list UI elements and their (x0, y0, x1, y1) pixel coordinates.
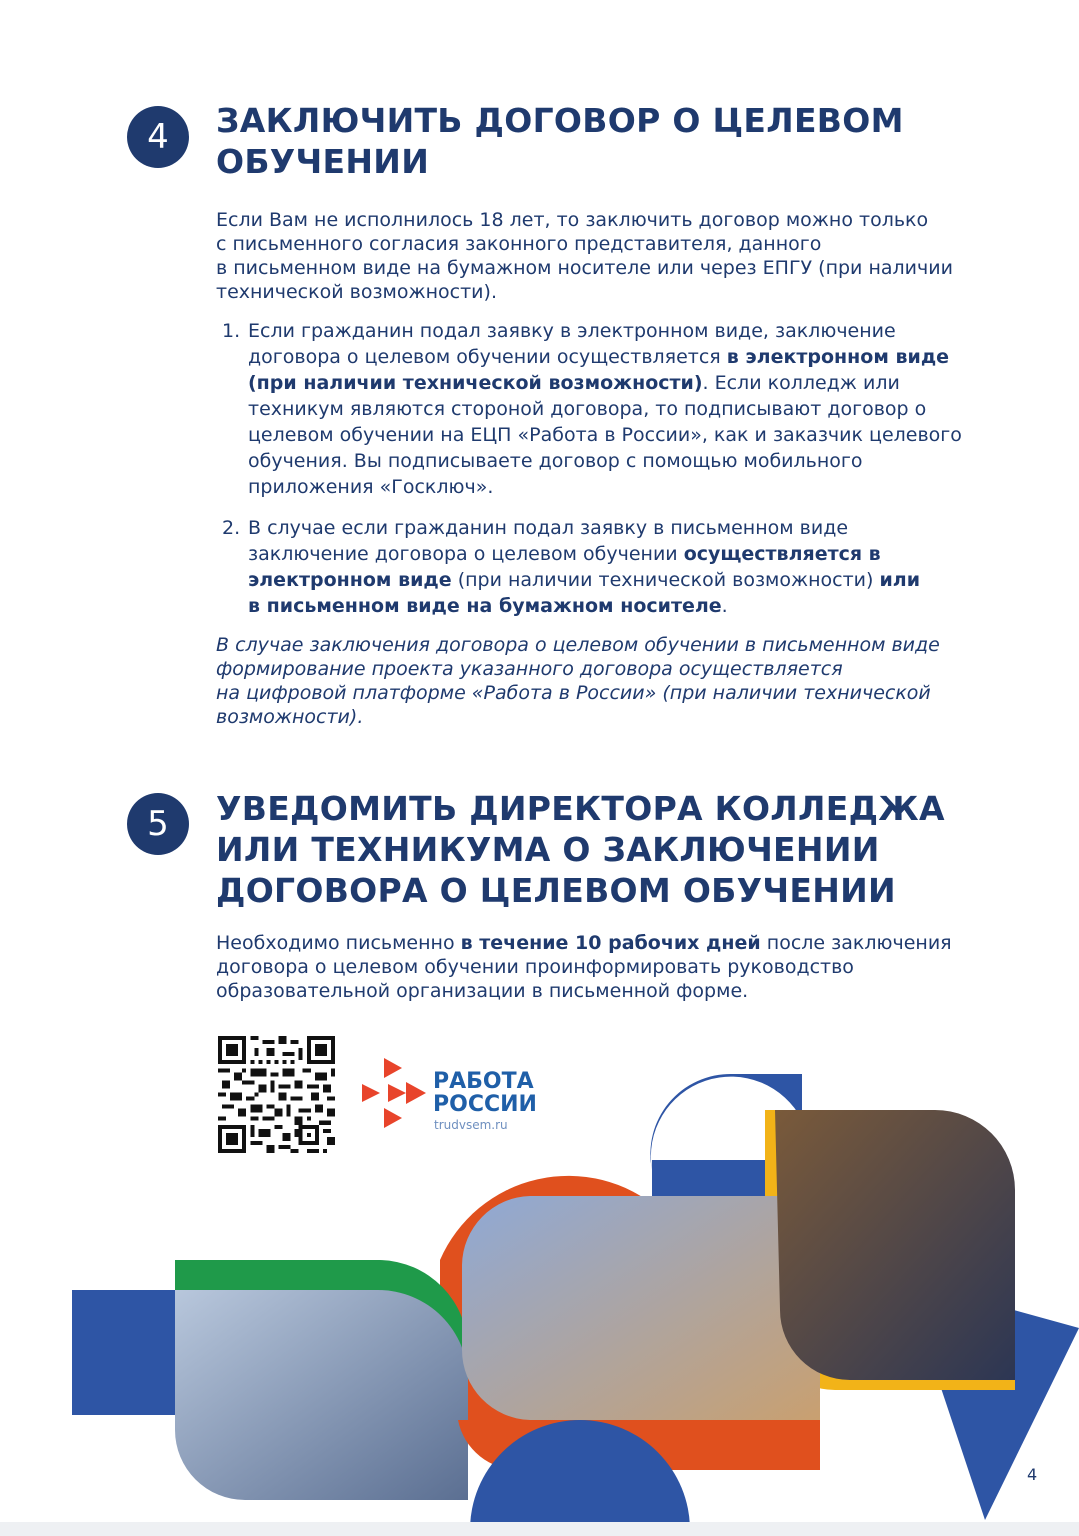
item-bold: осуществляется в электронном виде (248, 543, 881, 591)
section-5-text (216, 931, 952, 1003)
intro-line: Если Вам не исполнилось 18 лет, то заключить договор можно только (216, 209, 929, 231)
note-line: В случае заключения договора о целевом обучении в письменном виде (216, 634, 940, 656)
list-marker: 2. (222, 517, 241, 539)
page-number: 4 (1027, 1465, 1038, 1484)
section-5-title-line3: ДОГОВОРА О ЦЕЛЕВОМ ОБУЧЕНИИ (216, 871, 896, 910)
logo-url[interactable]: trudvsem.ru (434, 1118, 508, 1132)
section-5-title-line2: ИЛИ ТЕХНИКУМА О ЗАКЛЮЧЕНИИ (216, 830, 880, 869)
intro-line: технической возможности). (216, 281, 497, 303)
step-4-badge: 4 (127, 106, 189, 168)
bottom-strip (0, 1522, 1079, 1536)
note-line: формирование проекта указанного договора осуществляется (216, 658, 843, 680)
section-4-intro (216, 208, 953, 304)
text: образовательной организации в письменной форме. (216, 980, 749, 1002)
list-marker: 1. (222, 320, 241, 342)
item-bold: в электронном виде (при наличии технической возможности) (248, 346, 950, 394)
item-bold: или в письменном виде на бумажном носителе (248, 569, 921, 617)
photo-collage (0, 1060, 1079, 1530)
text: Необходимо письменно (216, 932, 461, 954)
section-4-list (216, 318, 986, 634)
section-4-note (216, 633, 940, 729)
logo-line1: РАБОТА (433, 1069, 534, 1094)
section-4-title-line1: ЗАКЛЮЧИТЬ ДОГОВОР О ЦЕЛЕВОМ (216, 101, 904, 140)
item-text: В случае если гражданин подал заявку в письменном виде заключение договора о целевом обучении (248, 517, 849, 565)
intro-line: с письменного согласия законного представителя, данного (216, 233, 822, 255)
bold-text: в течение 10 рабочих дней (460, 932, 761, 954)
item-text: . Если колледж или техникум являются стороной договора, то подписывают договор о целевом обучении на ЕЦП «Работа в России», как и заказчик целевого обучения. Вы подписываете договор с помощью мобильного приложения «Госключ». (248, 372, 962, 498)
text: после заключения (760, 932, 952, 954)
step-5-badge: 5 (127, 793, 189, 855)
text: договора о целевом обучении проинформировать руководство (216, 956, 854, 978)
section-4-title (216, 100, 904, 182)
note-line: на цифровой платформе «Работа в России» (при наличии технической (216, 682, 931, 704)
section-5-title-line1: УВЕДОМИТЬ ДИРЕКТОРА КОЛЛЕДЖА (216, 789, 945, 828)
list-item (216, 515, 986, 619)
item-text: Если гражданин подал заявку в электронном виде, заключение договора о целевом обучении осуществляется (248, 320, 896, 368)
section-5-title (216, 788, 945, 911)
list-item (216, 318, 986, 500)
intro-line: в письменном виде на бумажном носителе или через ЕПГУ (при наличии (216, 257, 953, 279)
logo-line2: РОССИИ (433, 1092, 537, 1117)
note-line: возможности). (216, 706, 364, 728)
item-text: (при наличии технической возможности) (451, 569, 880, 591)
item-text: . (721, 595, 728, 617)
section-4-title-line2: ОБУЧЕНИИ (216, 142, 430, 181)
